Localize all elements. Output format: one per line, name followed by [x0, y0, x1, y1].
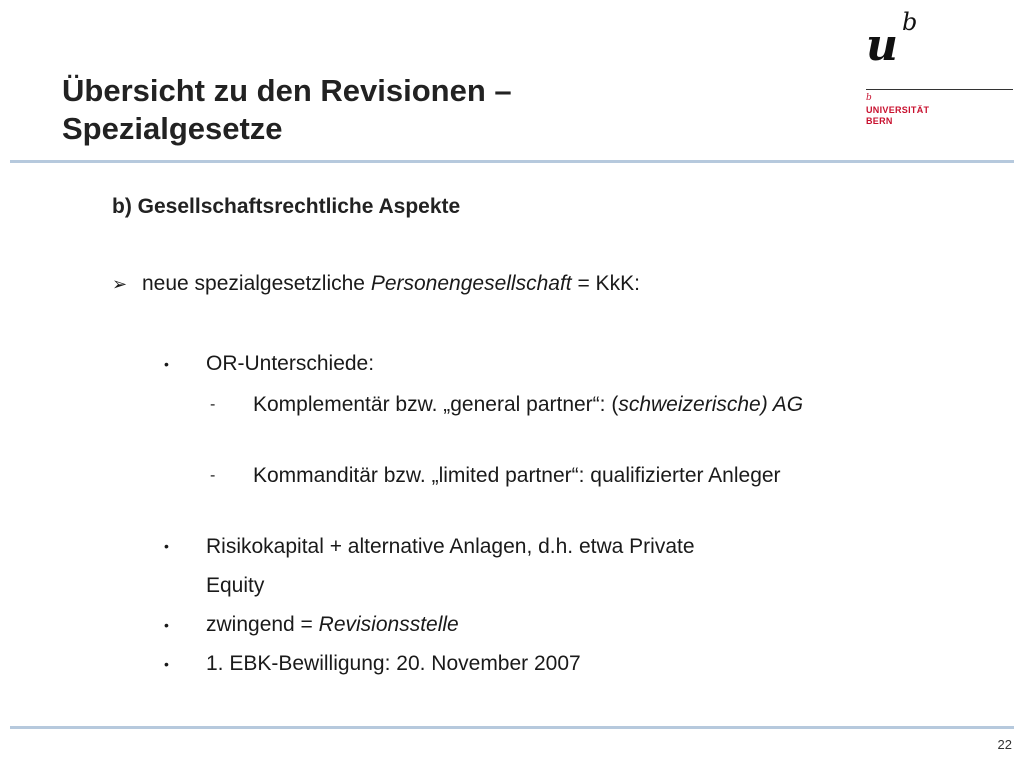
list-item-risikokapital	[160, 530, 695, 605]
list-item-or-unterschiede	[160, 348, 374, 380]
sub-list-item-text-before: Komplementär bzw. „general partner“: (	[253, 393, 619, 416]
list-item-text	[206, 527, 695, 605]
list-item-text	[206, 609, 459, 641]
arrow-bullet-icon: ➢	[112, 274, 128, 294]
slide-title-line-2: Spezialgesetze	[62, 111, 283, 146]
slide-title	[62, 72, 762, 148]
bullet-dot-icon: •	[164, 356, 169, 373]
sub-list-item-text-italic: schweizerische) AG	[618, 393, 804, 416]
logo-wordmark-line-1: UNIVERSITÄT	[866, 105, 930, 115]
logo-u-mark: u	[866, 20, 898, 71]
logo-wordmark	[866, 105, 929, 127]
dash-bullet-icon: -	[210, 396, 216, 413]
page-number: 22	[997, 737, 1012, 752]
arrow-item-text-before: neue spezialgesetzliche	[142, 272, 371, 295]
sub-list-item-kommanditaer	[206, 460, 893, 492]
list-item-text-italic: Revisionsstelle	[318, 613, 459, 636]
arrow-item-text-italic: Personengesellschaft	[370, 272, 572, 295]
sub-list-item-komplementaer	[206, 389, 963, 421]
list-item-text-line-1: Risikokapital + alternative Anlagen, d.h. etwa Private	[206, 535, 695, 558]
slide-title-line-1: Übersicht zu den Revisionen –	[62, 73, 512, 108]
dash-bullet-icon: -	[210, 467, 216, 484]
arrow-item-text-after: = KkK:	[571, 272, 640, 295]
list-item-ebk-bewilligung	[160, 648, 581, 680]
bullet-dot-icon: •	[164, 538, 169, 555]
list-item-text-before: zwingend =	[206, 613, 319, 636]
logo-small-b: b	[866, 93, 872, 103]
bullet-dot-icon: •	[164, 656, 169, 673]
header-divider	[10, 160, 1014, 163]
list-item-text: 1. EBK-Bewilligung: 20. November 2007	[206, 652, 581, 675]
arrow-list-item	[112, 272, 640, 296]
list-item-text-line-2: Equity	[206, 574, 265, 597]
list-item-text: OR-Unterschiede:	[206, 352, 375, 375]
university-logo	[866, 10, 1016, 130]
logo-wordmark-line-2: BERN	[866, 116, 893, 126]
list-item-zwingend	[160, 609, 459, 641]
bullet-dot-icon: •	[164, 617, 169, 634]
logo-b-superscript: b	[902, 8, 918, 36]
section-subheading: b) Gesellschaftsrechtliche Aspekte	[112, 195, 461, 218]
logo-divider	[866, 89, 1013, 90]
footer-divider	[10, 726, 1014, 729]
sub-list-item-text: Kommanditär bzw. „limited partner“: qualifizierter Anleger	[253, 464, 781, 487]
sub-list-item-text	[253, 389, 963, 421]
